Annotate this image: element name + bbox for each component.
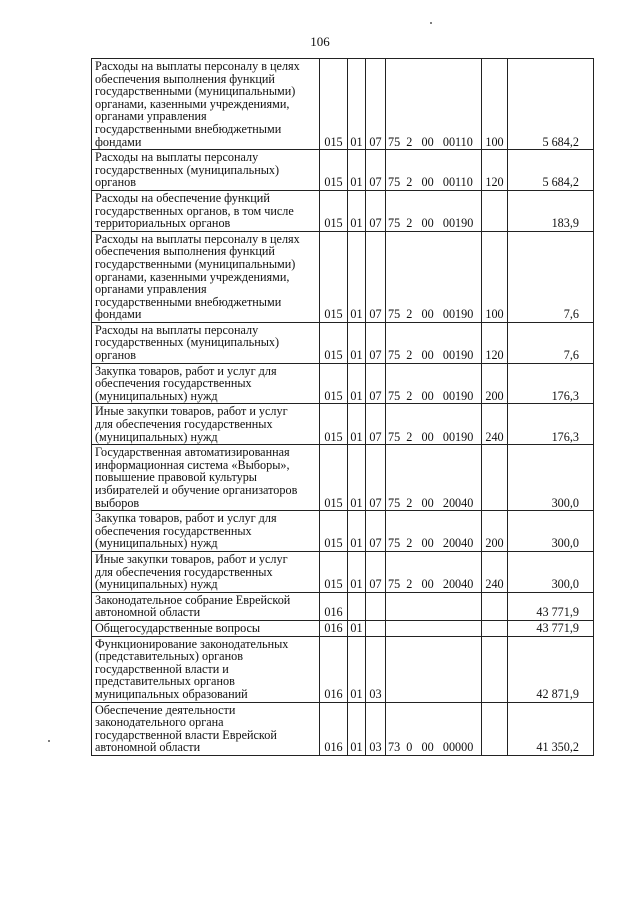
description-line: обеспечения государственных [95,376,252,391]
description-line: (муниципальных) нужд [95,536,218,551]
amount: 300,0 [508,511,594,552]
code-vr: 240 [482,404,508,445]
code-rz: 01 [348,445,366,511]
description-line: органами, казенными учреждениями, [95,96,290,111]
row-description [92,445,320,511]
row-description [92,322,320,363]
description-line: муниципальных образований [95,686,248,701]
code-vr: 200 [482,363,508,404]
code-gr: 015 [320,190,348,231]
description-line: Расходы на выплаты персоналу [95,322,259,337]
description-line: Закупка товаров, работ и услуг для [95,363,277,378]
budget-table [91,58,594,756]
row-description [92,620,320,636]
code-csr: 75 2 00 00190 [386,363,482,404]
amount: 7,6 [508,231,594,322]
scan-speck-top [430,22,432,24]
code-vr [482,190,508,231]
code-vr [482,702,508,755]
amount: 300,0 [508,551,594,592]
code-csr: 75 2 00 00110 [386,150,482,191]
code-rz: 01 [348,551,366,592]
table-row [92,322,594,363]
description-line: органами, казенными учреждениями, [95,269,290,284]
description-line: представительных органов [95,674,235,689]
description-line: избирателей и обучение организаторов [95,483,298,497]
description-line: информационная система «Выборы», [95,457,290,472]
page-number: 106 [310,34,330,49]
amount: 183,9 [508,190,594,231]
description-line: территориальных органов [95,216,231,231]
description-line: государственных (муниципальных) [95,162,280,177]
scan-speck-left [48,740,50,742]
table-row [92,592,594,620]
description-line: автономной области [95,605,201,620]
row-description [92,59,320,150]
code-vr [482,636,508,702]
description-line: Функционирование законодательных [95,636,289,651]
code-rz: 01 [348,190,366,231]
description-line: государственными внебюджетными [95,294,282,309]
code-csr: 75 2 00 20040 [386,511,482,552]
row-description [92,592,320,620]
table-row [92,363,594,404]
description-line: (муниципальных) нужд [95,388,218,403]
table-row [92,190,594,231]
table-row [92,404,594,445]
code-gr: 016 [320,592,348,620]
description-line: органов [95,348,136,363]
table-row [92,511,594,552]
code-rz: 01 [348,702,366,755]
table-row [92,59,594,150]
code-csr: 75 2 00 20040 [386,551,482,592]
description-line: органов [95,175,136,190]
table-row [92,231,594,322]
description-line: обеспечения государственных [95,523,252,538]
description-line: Расходы на выплаты персоналу в целях [95,231,300,246]
code-rz: 01 [348,620,366,636]
description-line: государственными внебюджетными [95,121,282,136]
code-vr: 100 [482,231,508,322]
description-line: выборов [95,495,140,510]
code-csr: 75 2 00 20040 [386,445,482,511]
code-gr: 016 [320,636,348,702]
code-gr: 015 [320,59,348,150]
description-line: обеспечения выполнения функций [95,71,275,86]
code-csr: 75 2 00 00190 [386,231,482,322]
code-gr: 015 [320,150,348,191]
description-line: Обеспечение деятельности [95,702,236,717]
code-vr [482,620,508,636]
table-row [92,620,594,636]
code-pr: 07 [366,511,386,552]
code-csr: 75 2 00 00190 [386,190,482,231]
description-line: государственных (муниципальных) [95,335,280,350]
code-csr [386,620,482,636]
code-gr: 015 [320,363,348,404]
description-line: (муниципальных) нужд [95,429,218,444]
row-description [92,551,320,592]
row-description [92,511,320,552]
code-vr: 120 [482,322,508,363]
description-line: повышение правовой культуры [95,470,258,485]
description-line: законодательного органа [95,715,224,730]
amount: 176,3 [508,363,594,404]
amount: 43 771,9 [508,620,594,636]
table-row [92,150,594,191]
code-pr: 07 [366,404,386,445]
code-pr: 07 [366,190,386,231]
code-vr [482,445,508,511]
description-line: для обеспечения государственных [95,417,273,432]
code-pr: 07 [366,150,386,191]
code-vr: 200 [482,511,508,552]
code-rz: 01 [348,150,366,191]
code-rz [348,592,366,620]
description-line: Государственная автоматизированная [95,445,290,460]
code-rz: 01 [348,404,366,445]
code-rz: 01 [348,59,366,150]
code-pr: 03 [366,636,386,702]
code-pr: 07 [366,59,386,150]
description-line: государственных органов, в том числе [95,203,294,218]
description-line: Иные закупки товаров, работ и услуг [95,551,288,566]
code-gr: 015 [320,511,348,552]
row-description [92,363,320,404]
table-row [92,636,594,702]
code-csr: 75 2 00 00190 [386,404,482,445]
code-pr: 07 [366,231,386,322]
row-description [92,702,320,755]
amount: 7,6 [508,322,594,363]
amount: 41 350,2 [508,702,594,755]
code-csr: 73 0 00 00000 [386,702,482,755]
description-line: Иные закупки товаров, работ и услуг [95,404,288,419]
code-vr: 100 [482,59,508,150]
amount: 5 684,2 [508,150,594,191]
description-line: Расходы на выплаты персоналу в целях [95,59,300,73]
description-line: государственной власти Еврейской [95,727,277,742]
budget-table-body [92,59,594,756]
code-pr [366,620,386,636]
code-pr: 07 [366,445,386,511]
code-vr: 120 [482,150,508,191]
code-vr [482,592,508,620]
code-gr: 015 [320,445,348,511]
row-description [92,404,320,445]
description-line: органами управления [95,282,207,297]
description-line: (муниципальных) нужд [95,577,218,592]
description-line: Расходы на выплаты персоналу [95,150,259,165]
row-description [92,150,320,191]
code-gr: 016 [320,620,348,636]
row-description [92,636,320,702]
amount: 176,3 [508,404,594,445]
code-rz: 01 [348,363,366,404]
code-pr: 07 [366,363,386,404]
table-row [92,551,594,592]
code-vr: 240 [482,551,508,592]
table-row [92,702,594,755]
code-pr: 03 [366,702,386,755]
description-line: государственными (муниципальными) [95,84,296,99]
code-csr: 75 2 00 00110 [386,59,482,150]
code-rz: 01 [348,636,366,702]
description-line: фондами [95,134,142,149]
code-rz: 01 [348,231,366,322]
description-line: (представительных) органов [95,649,243,664]
code-csr: 75 2 00 00190 [386,322,482,363]
code-gr: 015 [320,551,348,592]
description-line: государственной власти и [95,661,229,676]
amount: 42 871,9 [508,636,594,702]
description-line: обеспечения выполнения функций [95,244,275,259]
code-csr [386,592,482,620]
code-gr: 016 [320,702,348,755]
row-description [92,231,320,322]
description-line: Общегосударственные вопросы [95,620,261,635]
description-line: Законодательное собрание Еврейской [95,592,291,607]
code-pr [366,592,386,620]
description-line: фондами [95,307,142,322]
code-csr [386,636,482,702]
table-row [92,445,594,511]
code-gr: 015 [320,404,348,445]
code-rz: 01 [348,511,366,552]
row-description [92,190,320,231]
code-gr: 015 [320,231,348,322]
code-pr: 07 [366,551,386,592]
description-line: для обеспечения государственных [95,564,273,579]
amount: 5 684,2 [508,59,594,150]
description-line: Закупка товаров, работ и услуг для [95,511,277,526]
description-line: органами управления [95,109,207,124]
description-line: Расходы на обеспечение функций [95,190,270,205]
amount: 300,0 [508,445,594,511]
code-rz: 01 [348,322,366,363]
amount: 43 771,9 [508,592,594,620]
code-gr: 015 [320,322,348,363]
code-pr: 07 [366,322,386,363]
description-line: государственными (муниципальными) [95,256,296,271]
description-line: автономной области [95,740,201,755]
